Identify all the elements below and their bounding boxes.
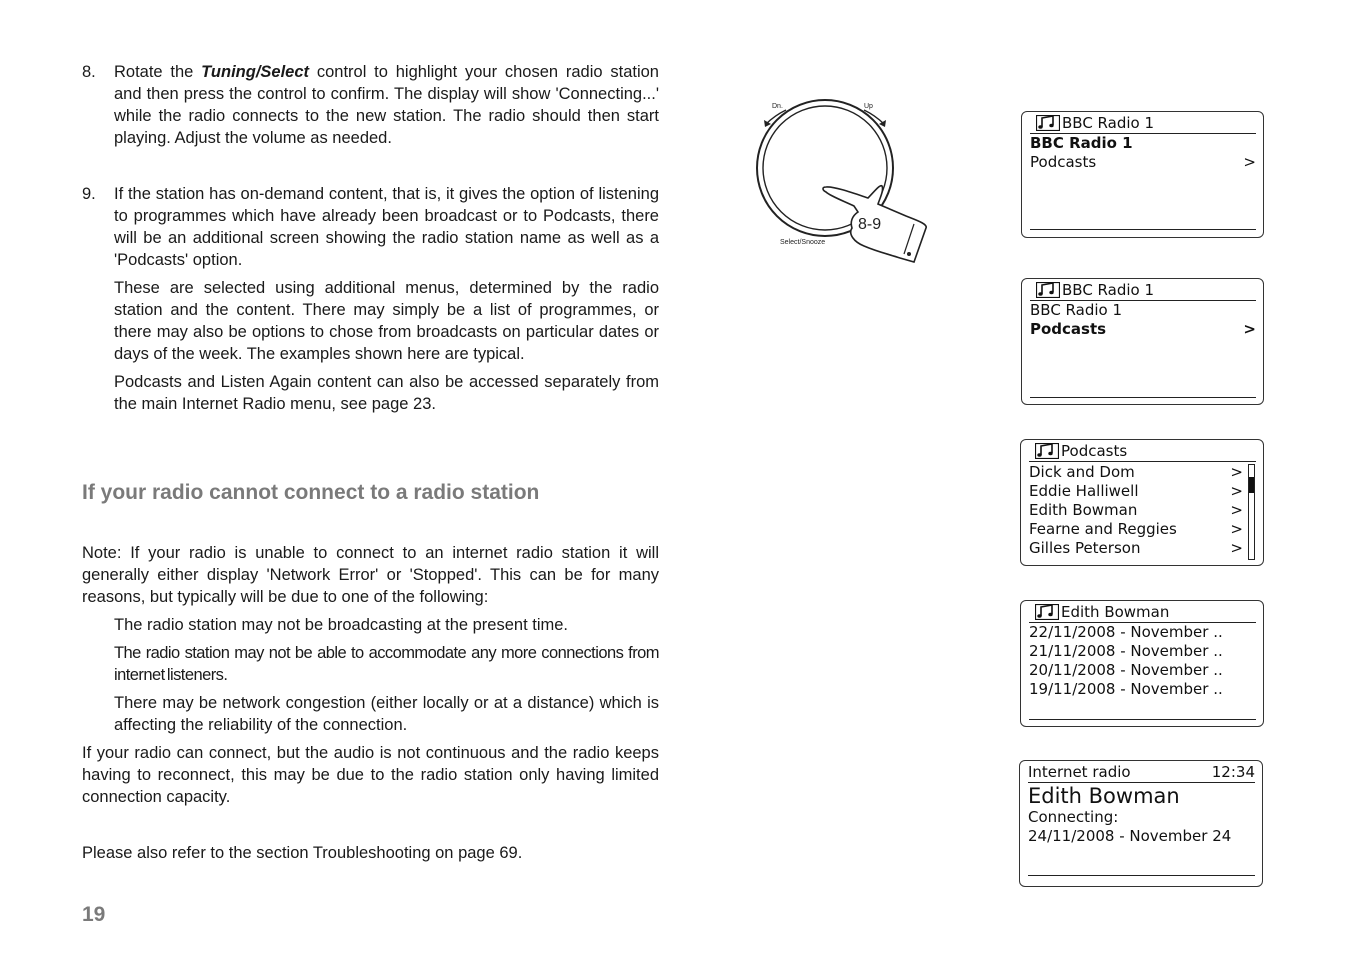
episode-item[interactable]: 21/11/2008 - November .. [1029, 642, 1223, 660]
step-9-text: If the station has on-demand content, that is, it gives the option of listening to programmes which have already been broadcast or to Podcasts, there will be an additional screen showing the radio station name as well as a 'Podcasts' option. [114, 185, 659, 269]
episode-item[interactable]: 20/11/2008 - November .. [1029, 661, 1223, 679]
step-9 [82, 183, 659, 271]
display-screen-podcasts-selected [1021, 278, 1264, 405]
up-label: Up [864, 103, 873, 110]
display-screen-podcast-list [1020, 439, 1264, 566]
menu-item-station[interactable]: BBC Radio 1 [1030, 301, 1123, 319]
step-8-text: Rotate the Tuning/Select control to highlight your chosen radio station and then press the control to confirm. The display will show 'Connecting...' while the radio connects to the new station. The radio should then start playing. Adjust the volume as needed. [114, 63, 659, 147]
screen-footer-line [1029, 719, 1256, 720]
station-name: Edith Bowman [1028, 784, 1180, 808]
episode-item[interactable]: 19/11/2008 - November .. [1029, 680, 1223, 698]
music-note-icon [1035, 604, 1059, 625]
select-snooze-label: Select/Snooze [780, 239, 826, 246]
chevron-right-icon: > [1230, 501, 1243, 519]
section-heading: If your radio cannot connect to a radio station [82, 481, 540, 504]
screen-footer-line [1030, 229, 1256, 233]
step-reference-label: 8-9 [858, 216, 882, 233]
reason-3: There may be network congestion (either locally or at a distance) which is affecting the reliability of the connection. [114, 694, 659, 734]
chevron-right-icon: > [1230, 539, 1243, 557]
screen-title: Internet radio [1028, 763, 1131, 781]
knob-drawing [756, 94, 938, 264]
down-label: Dn. [772, 103, 783, 110]
connection-status: Connecting: [1028, 808, 1119, 826]
screen-title: Edith Bowman [1061, 603, 1170, 621]
menu-item-podcasts[interactable]: Podcasts > [1030, 320, 1256, 338]
display-screen-station-menu [1021, 111, 1264, 238]
step-number: 8. [82, 63, 96, 81]
tuning-select-control-name: Tuning/Select [201, 63, 310, 81]
note-paragraph: Note: If your radio is unable to connect to an internet radio station it will generally either display 'Network Error' or 'Stopped'. This can be for many reasons, but typically will be due to one of the following: [82, 544, 659, 606]
podcast-item[interactable]: Dick and Dom > [1029, 463, 1243, 481]
episode-item[interactable]: 22/11/2008 - November .. [1029, 623, 1223, 641]
menu-item-station[interactable]: BBC Radio 1 [1030, 134, 1133, 152]
display-screen-connecting [1019, 760, 1263, 887]
step-9-paragraph-3: Podcasts and Listen Again content can also be accessed separately from the main Internet Radio menu, see page 23. [114, 373, 659, 413]
screen-header [1030, 114, 1256, 134]
menu-item-podcasts[interactable]: Podcasts > [1030, 153, 1256, 171]
reason-2: The radio station may not be able to accommodate any more connections from internet listeners. [114, 644, 659, 684]
clock-time: 12:34 [1211, 763, 1255, 781]
tuning-select-knob-illustration [756, 94, 938, 264]
chevron-right-icon: > [1243, 320, 1256, 338]
display-screen-episode-list [1020, 600, 1264, 727]
screen-header [1029, 603, 1256, 623]
chevron-right-icon: > [1243, 153, 1256, 171]
step-8 [82, 61, 659, 149]
scrollbar-thumb[interactable] [1249, 477, 1254, 493]
podcast-item[interactable]: Fearne and Reggies > [1029, 520, 1243, 538]
step-9-paragraph-2: These are selected using additional menus, determined by the radio station and the content. There may simply be a list of programmes, or there may also be options to chose from broadcasts on particular dates or days of the week. The examples shown here are typical. [114, 279, 659, 363]
instructions-column [82, 61, 659, 864]
podcast-item[interactable]: Eddie Halliwell > [1029, 482, 1243, 500]
screen-header [1030, 281, 1256, 301]
troubleshooting-reference: Please also refer to the section Troubleshooting on page 69. [82, 844, 523, 862]
podcast-item[interactable]: Edith Bowman > [1029, 501, 1243, 519]
music-note-icon [1035, 443, 1059, 464]
programme-info: 24/11/2008 - November 24 [1028, 827, 1232, 845]
page-number: 19 [82, 903, 106, 926]
music-note-icon [1036, 115, 1060, 136]
music-note-icon [1036, 282, 1060, 303]
chevron-right-icon: > [1230, 463, 1243, 481]
screen-header [1029, 442, 1256, 462]
screen-title: BBC Radio 1 [1062, 281, 1155, 299]
screen-title: BBC Radio 1 [1062, 114, 1155, 132]
reconnect-paragraph: If your radio can connect, but the audio is not continuous and the radio keeps having to reconnect, this may be due to the radio station only having limited connection capacity. [82, 744, 659, 806]
screen-footer-line [1030, 397, 1256, 398]
chevron-right-icon: > [1230, 520, 1243, 538]
step-number: 9. [82, 185, 96, 203]
screen-footer-line [1028, 875, 1255, 879]
chevron-right-icon: > [1230, 482, 1243, 500]
scrollbar[interactable] [1248, 464, 1255, 560]
screen-title: Podcasts [1061, 442, 1128, 460]
screen-header [1028, 763, 1255, 783]
reason-1: The radio station may not be broadcasting at the present time. [114, 616, 569, 634]
podcast-item[interactable]: Gilles Peterson > [1029, 539, 1243, 557]
